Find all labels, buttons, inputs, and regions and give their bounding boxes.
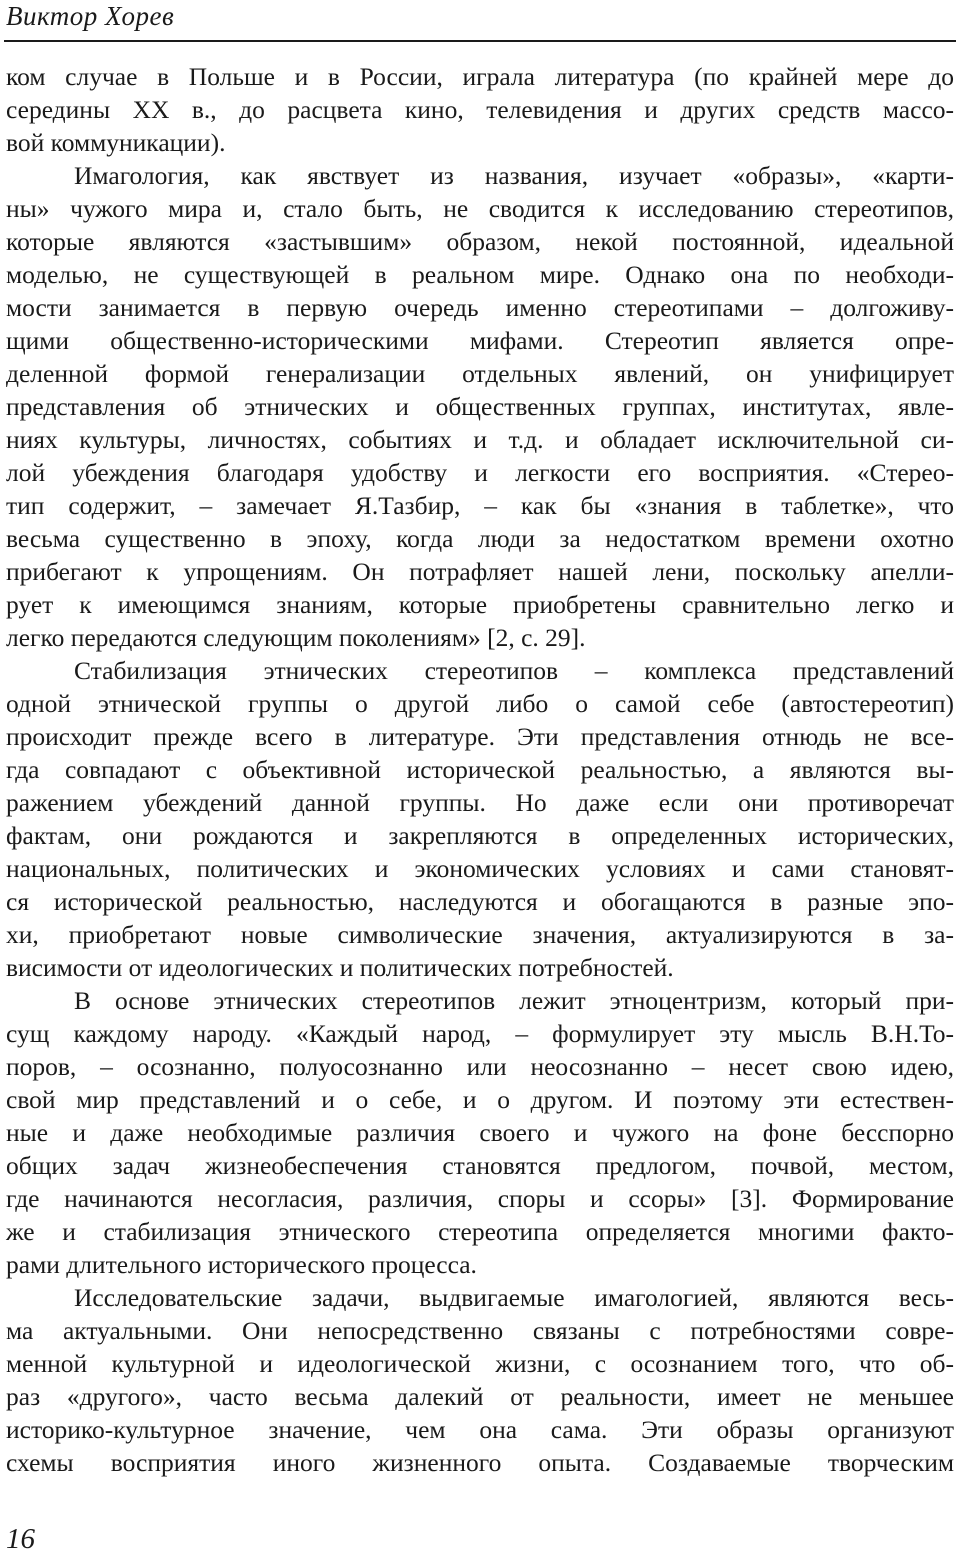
paragraph-first-line: В основе этнических стереотипов лежит этноцентризм, который при- (74, 986, 954, 1015)
text-line: схемы восприятия иного жизненного опыта. Создаваемые творческим (6, 1448, 954, 1477)
text-line: раз «другого», часто весьма далекий от реальности, имеет не меньшее (6, 1382, 954, 1411)
text-line: ные и даже необходимые различия своего и чужого на фоне бесспорно (6, 1118, 954, 1147)
text-line: моделью, не существующей в реальном мире. Однако она по необходи- (6, 260, 954, 289)
text-line: одной этнической группы о другой либо о самой себе (автостереотип) (6, 689, 954, 718)
text-line: представления об этнических и общественных группах, институтах, явле- (6, 392, 954, 421)
text-line: легко передаются следующим поколениям» [2, с. 29]. (6, 623, 586, 652)
paragraph-first-line: Исследовательские задачи, выдвигаемые имагологией, являются весь- (74, 1283, 954, 1312)
text-line: рует к имеющимся знаниям, которые приобретены сравнительно легко и (6, 590, 954, 619)
text-line: ниях культуры, личностях, событиях и т.д. и обладает исключительной си- (6, 425, 954, 454)
text-line: весьма существенно в эпоху, когда люди за недостатком времени охотно (6, 524, 954, 553)
text-line: ражением убеждений данной группы. Но даже если они противоречат (6, 788, 954, 817)
text-line: гда совпадают с объективной исторической реальностью, а являются вы- (6, 755, 954, 784)
text-line: тип содержит, – замечает Я.Тазбир, – как бы «знания в таблетке», что (6, 491, 954, 520)
text-line: которые являются «застывшим» образом, некой постоянной, идеальной (6, 227, 954, 256)
text-line: ся исторической реальностью, наследуются и обогащаются в разные эпо- (6, 887, 954, 916)
text-line: историко-культурное значение, чем она сама. Эти образы организуют (6, 1415, 954, 1444)
text-line: рами длительного исторического процесса. (6, 1250, 477, 1279)
page-number: 16 (6, 1523, 35, 1555)
text-line: хи, приобретают новые символические значения, актуализируются в за- (6, 920, 954, 949)
text-line: мости занимается в первую очередь именно стереотипами – долгоживу- (6, 293, 954, 322)
text-line: свой мир представлений и о себе, и о другом. И поэтому эти естествен- (6, 1085, 954, 1114)
text-line: прибегают к упрощениям. Он потрафляет нашей лени, поскольку апелли- (6, 557, 954, 586)
text-line: национальных, политических и экономических условиях и сами становят- (6, 854, 954, 883)
text-line: ком случае в Польше и в России, играла литература (по крайней мере до (6, 62, 954, 91)
text-line: фактам, они рождаются и закрепляются в определенных исторических, (6, 821, 954, 850)
text-line: происходит прежде всего в литературе. Эти представления отнюдь не все- (6, 722, 954, 751)
text-line: ма актуальными. Они непосредственно связаны с потребностями совре- (6, 1316, 954, 1345)
body-text (6, 60, 954, 1479)
text-line: общих задач жизнеобеспечения становятся предлогом, почвой, местом, (6, 1151, 954, 1180)
text-line: щими общественно-историческими мифами. Стереотип является опре- (6, 326, 954, 355)
running-head-author: Виктор Хорев (6, 1, 175, 31)
text-line: же и стабилизация этнического стереотипа определяется многими факто- (6, 1217, 954, 1246)
text-line: деленной формой генерализации отдельных явлений, он унифицирует (6, 359, 954, 388)
text-line: ны» чужого мира и, стало быть, не сводится к исследованию стереотипов, (6, 194, 954, 223)
text-line: сущ каждому народу. «Каждый народ, – формулирует эту мысль В.Н.То- (6, 1019, 954, 1048)
text-line: где начинаются несогласия, различия, споры и ссоры» [3]. Формирование (6, 1184, 954, 1213)
text-line: середины XX в., до расцвета кино, телевидения и других средств массо- (6, 95, 954, 124)
text-line: висимости от идеологических и политических потребностей. (6, 953, 674, 982)
text-line: менной культурной и идеологической жизни, с осознанием того, что об- (6, 1349, 954, 1378)
text-line: вой коммуникации). (6, 128, 226, 157)
header-rule (4, 40, 956, 42)
text-line: поров, – осознанно, полуосознанно или неосознанно – несет свою идею, (6, 1052, 954, 1081)
paragraph-first-line: Стабилизация этнических стереотипов – комплекса представлений (74, 656, 954, 685)
text-line: лой убеждения благодаря удобству и легкости его восприятия. «Стерео- (6, 458, 954, 487)
paragraph-first-line: Имагология, как явствует из названия, изучает «образы», «карти- (74, 161, 954, 190)
